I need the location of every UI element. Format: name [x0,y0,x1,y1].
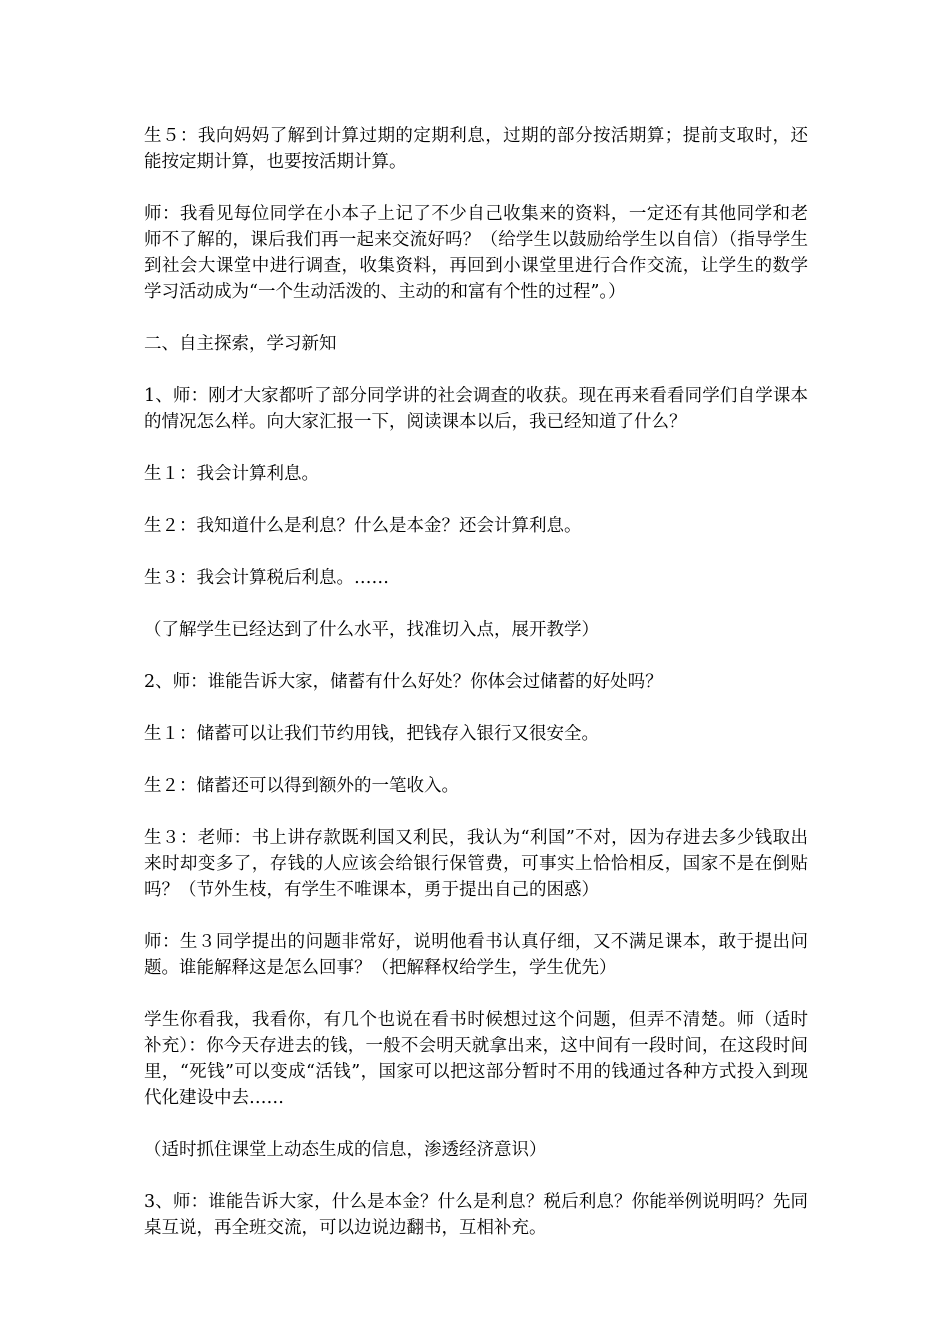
paragraph-note-economy: （适时抓住课堂上动态生成的信息，渗透经济意识） [144,1140,547,1160]
paragraph-class-discussion: 学生你看我，我看你，有几个也说在看书时候想过这个问题，但弄不清楚。师（适时补充）：你今天存进去的钱，一般不会明天就拿出来，这中间有一段时间，在这段时间里，“死钱”可以变成“活钱”，国家可以把这部分暂时不用的钱通过各种方式投入到现代化建设中去…… [144,1010,808,1108]
paragraph-note-level: （了解学生已经达到了什么水平，找准切入点，展开教学） [144,620,599,640]
paragraph-question-1: 1、师：刚才大家都听了部分同学讲的社会调查的收获。现在再来看看同学们自学课本的情况怎么样。向大家汇报一下，阅读课本以后，我已经知道了什么？ [144,386,808,432]
paragraph-student2-answer: 生２：我知道什么是利息？什么是本金？还会计算利息。 [144,516,582,536]
paragraph-student2-savings: 生２：储蓄还可以得到额外的一笔收入。 [144,776,459,796]
paragraph-teacher-encouragement: 师：我看见每位同学在小本子上记了不少自己收集来的资料，一定还有其他同学和老师不了解的，课后我们再一起来交流好吗？（给学生以鼓励给学生以自信）（指导学生到社会大课堂中进行调查，收集资料，再回到小课堂里进行合作交流，让学生的数学学习活动成为“一个生动活泼的、主动的和富有个性的过程”。） [144,204,808,302]
paragraph-student1-answer: 生１：我会计算利息。 [144,464,319,484]
paragraph-student3-answer: 生３：我会计算税后利息。…… [144,568,389,588]
section-heading-self-exploration: 二、自主探索，学习新知 [144,334,337,354]
paragraph-student5-answer: 生５：我向妈妈了解到计算过期的定期利息，过期的部分按活期算；提前支取时，还能按定期计算，也要按活期计算。 [144,126,808,172]
paragraph-student1-savings: 生１：储蓄可以让我们节约用钱，把钱存入银行又很安全。 [144,724,599,744]
paragraph-student3-question: 生３：老师：书上讲存款既利国又利民，我认为“利国”不对，因为存进去多少钱取出来时却变多了，存钱的人应该会给银行保管费，可事实上恰恰相反，国家不是在倒贴吗？（节外生枝，有学生不唯课本，勇于提出自己的困惑） [144,828,808,900]
document-body [144,123,808,1267]
paragraph-question-2: 2、师：谁能告诉大家，储蓄有什么好处？你体会过储蓄的好处吗？ [144,672,663,692]
paragraph-question-3: 3、师：谁能告诉大家，什么是本金？什么是利息？税后利息？你能举例说明吗？先同桌互说，再全班交流，可以边说边翻书，互相补充。 [144,1192,808,1238]
paragraph-teacher-response: 师：生３同学提出的问题非常好，说明他看书认真仔细，又不满足课本，敢于提出问题。谁能解释这是怎么回事？（把解释权给学生，学生优先） [144,932,808,978]
